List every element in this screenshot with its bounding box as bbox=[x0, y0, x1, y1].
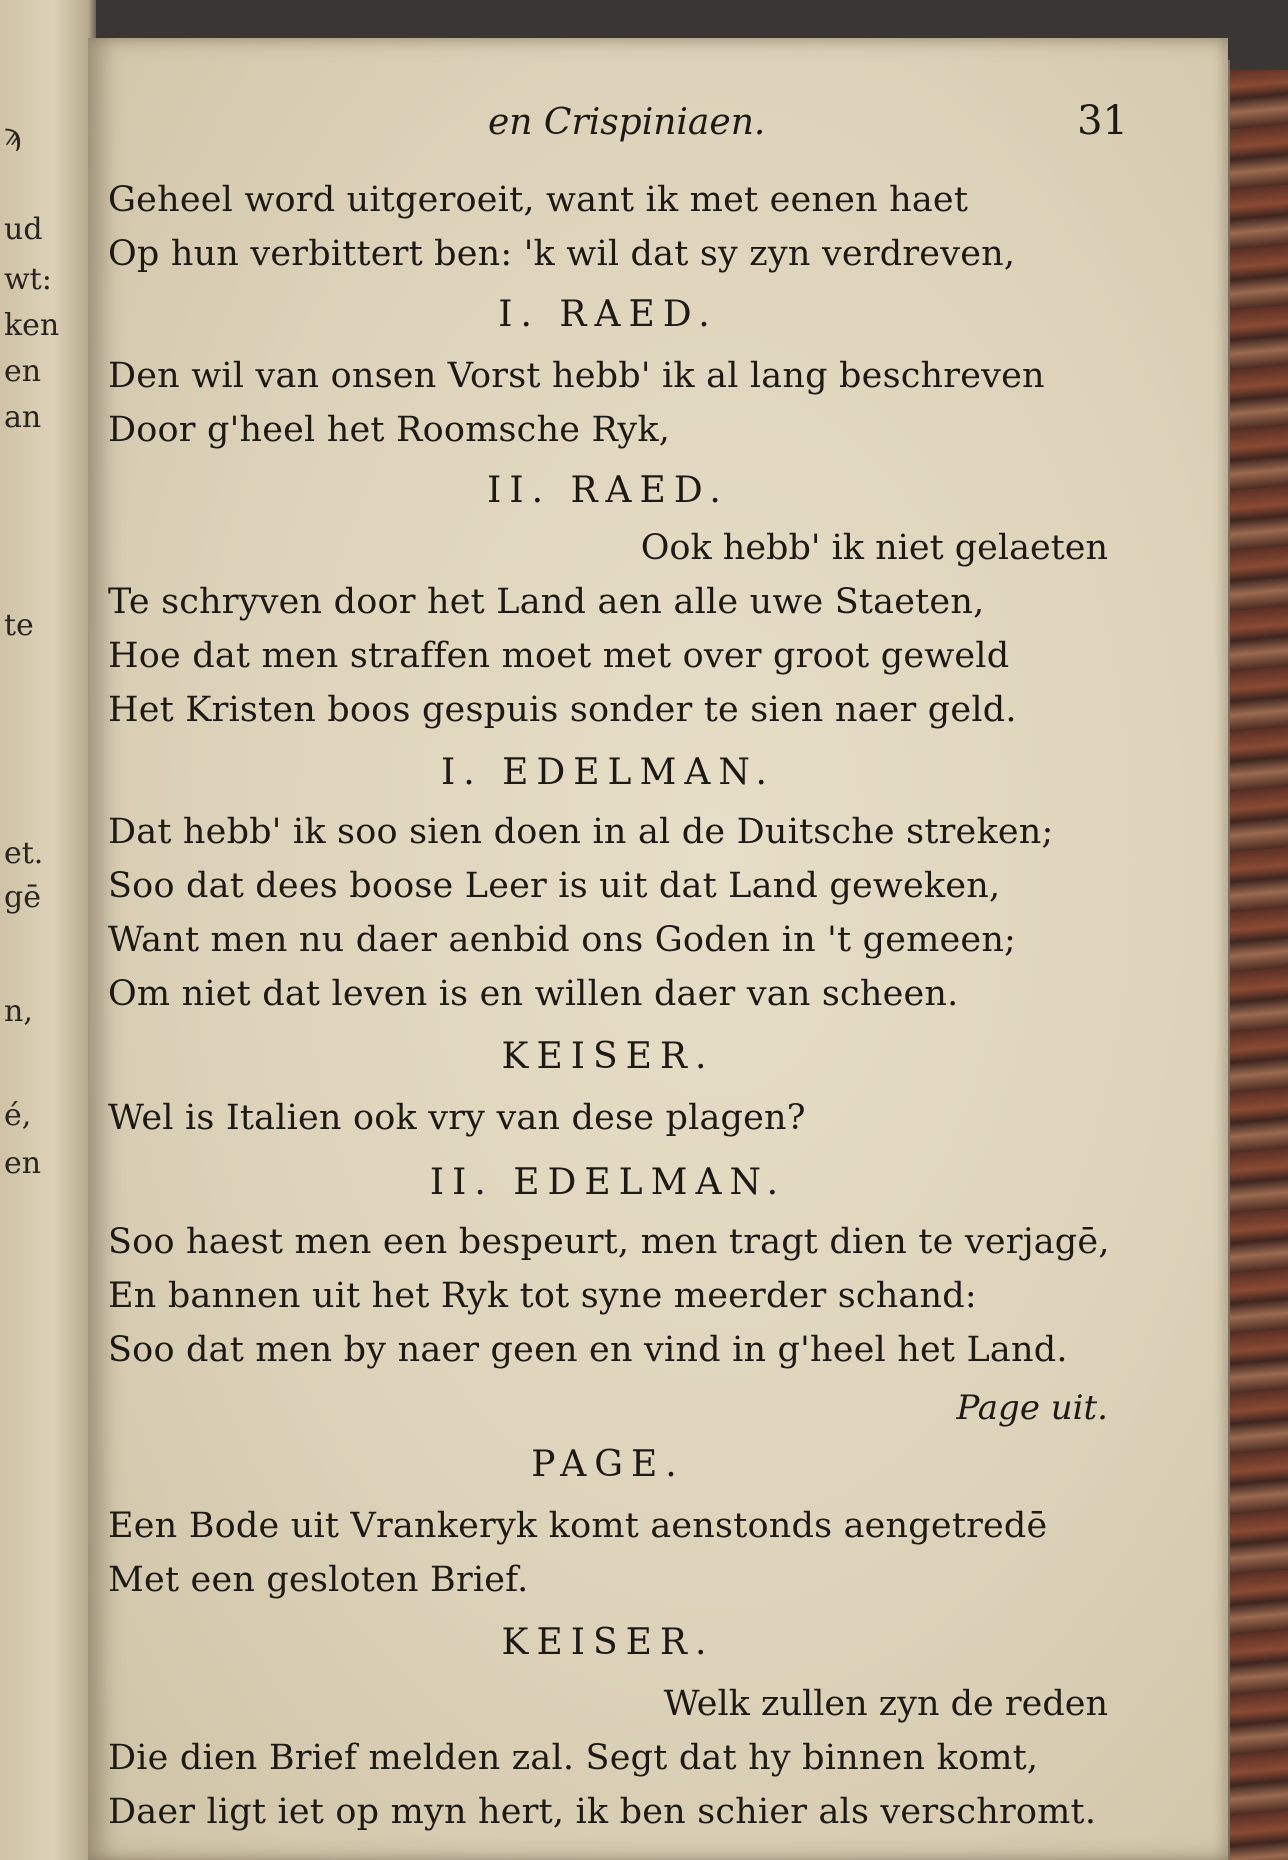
verse-line: Op hun verbittert ben: 'k wil dat sy zyn verdreven, bbox=[108, 234, 1016, 274]
verse-line: Een Bode uit Vrankeryk komt aenstonds aengetredē bbox=[108, 1506, 1048, 1546]
speaker-heading: II. RAED. bbox=[487, 470, 729, 511]
left-page-fragments bbox=[0, 0, 90, 1860]
left-fragment: gē bbox=[4, 880, 41, 915]
verse-line: Daer ligt iet op myn hert, ik ben schier als verschromt. bbox=[108, 1792, 1097, 1832]
left-fragment: ϡ bbox=[4, 118, 22, 153]
running-head bbox=[108, 98, 1128, 162]
verse-line: Ook hebb' ik niet gelaeten bbox=[640, 528, 1108, 568]
verse-line: Soo dat men by naer geen en vind in g'heel het Land. bbox=[108, 1330, 1068, 1370]
left-fragment: ud bbox=[4, 212, 43, 247]
speaker-heading: KEISER. bbox=[501, 1036, 715, 1077]
verse-line: Geheel word uitgeroeit, want ik met eenen haet bbox=[108, 180, 969, 220]
verse-line: Door g'heel het Roomsche Ryk, bbox=[108, 410, 671, 450]
verse-line: Het Kristen boos gespuis sonder te sien naer geld. bbox=[108, 690, 1017, 730]
speaker-heading: KEISER. bbox=[501, 1622, 715, 1663]
left-fragment: é, bbox=[4, 1098, 32, 1133]
verse-line: Dat hebb' ik soo sien doen in al de Duitsche streken; bbox=[108, 812, 1054, 852]
verse-line: Wel is Italien ook vry van dese plagen? bbox=[108, 1098, 806, 1138]
verse-line: Die dien Brief melden zal. Segt dat hy binnen komt, bbox=[108, 1738, 1039, 1778]
speaker-heading: I. EDELMAN. bbox=[441, 752, 775, 793]
left-fragment: te bbox=[4, 608, 34, 643]
stage-direction: Page uit. bbox=[956, 1388, 1108, 1428]
speaker-heading: I. RAED. bbox=[498, 294, 718, 335]
left-fragment: et. bbox=[4, 836, 44, 871]
left-fragment: en bbox=[4, 354, 42, 389]
left-fragment: an bbox=[4, 400, 42, 435]
verse-line: Te schryven door het Land aen alle uwe Staeten, bbox=[108, 582, 985, 622]
left-fragment: wt: bbox=[4, 262, 52, 297]
page-number: 31 bbox=[1077, 98, 1128, 144]
verse-line: Soo haest men een bespeurt, men tragt dien te verjagē, bbox=[108, 1222, 1110, 1262]
running-title: en Crispiniaen. bbox=[488, 102, 766, 143]
verse-line: Den wil van onsen Vorst hebb' ik al lang beschreven bbox=[108, 356, 1045, 396]
verse-line: Met een gesloten Brief. bbox=[108, 1560, 529, 1600]
verse-line: Welk zullen zyn de reden bbox=[663, 1684, 1108, 1724]
verse-line: En bannen uit het Ryk tot syne meerder schand: bbox=[108, 1276, 977, 1316]
right-page bbox=[88, 38, 1228, 1860]
left-fragment: n, bbox=[4, 994, 33, 1029]
verse-line: Soo dat dees boose Leer is uit dat Land geweken, bbox=[108, 866, 1001, 906]
verse-line: Want men nu daer aenbid ons Goden in 't gemeen; bbox=[108, 920, 1017, 960]
verse-line: Hoe dat men straffen moet met over groot geweld bbox=[108, 636, 1010, 676]
left-page bbox=[0, 0, 96, 1860]
speaker-heading: PAGE. bbox=[531, 1444, 685, 1485]
left-fragment: ken bbox=[4, 308, 60, 343]
verse-line: Om niet dat leven is en willen daer van scheen. bbox=[108, 974, 959, 1014]
left-fragment: en bbox=[4, 1146, 42, 1181]
speaker-heading: II. EDELMAN. bbox=[429, 1162, 787, 1203]
